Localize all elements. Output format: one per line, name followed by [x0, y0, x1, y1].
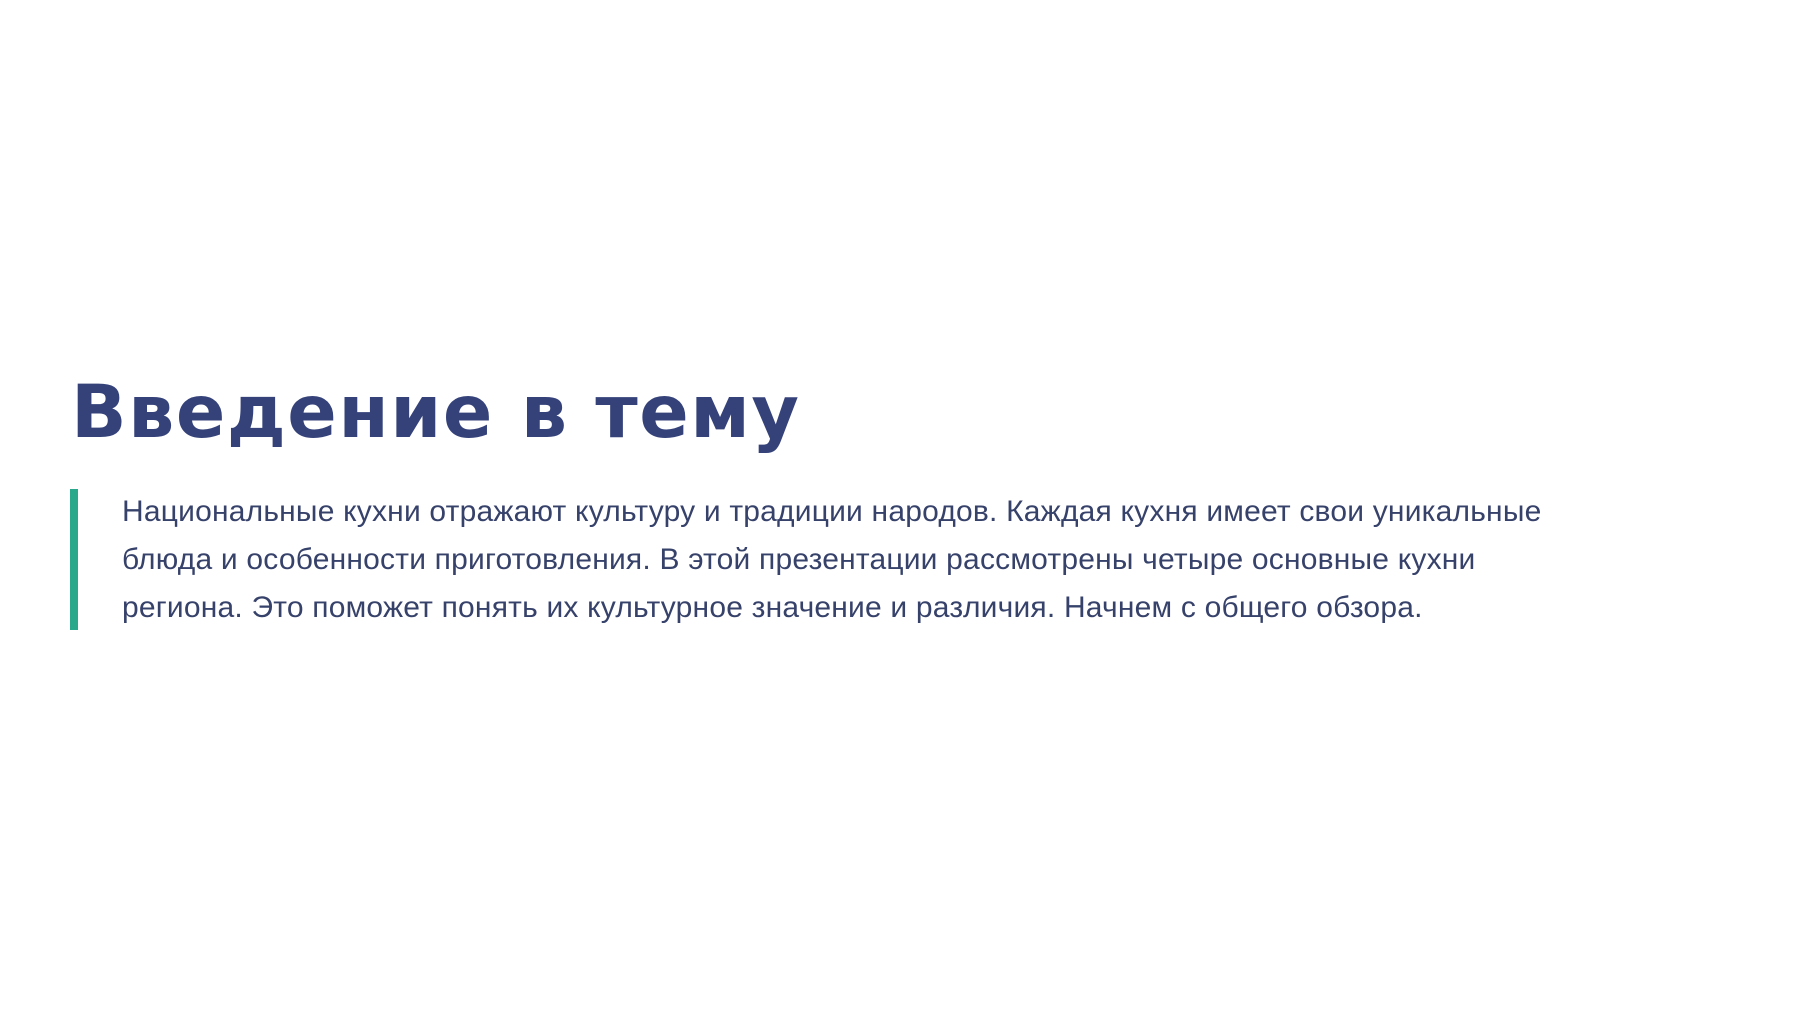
intro-paragraph-line: региона. Это поможет понять их культурное значение и различия. Начнем с общего обзора.	[122, 591, 1423, 624]
accent-bar	[70, 489, 78, 630]
intro-paragraph-line: Национальные кухни отражают культуру и традиции народов. Каждая кухня имеет свои уникальные	[122, 495, 1542, 528]
slide-title: Введение в тему	[71, 370, 801, 455]
intro-blockquote	[70, 488, 1750, 632]
intro-paragraph-line: блюда и особенности приготовления. В этой презентации рассмотрены четыре основные кухни	[122, 543, 1476, 576]
intro-paragraph	[122, 488, 1541, 632]
